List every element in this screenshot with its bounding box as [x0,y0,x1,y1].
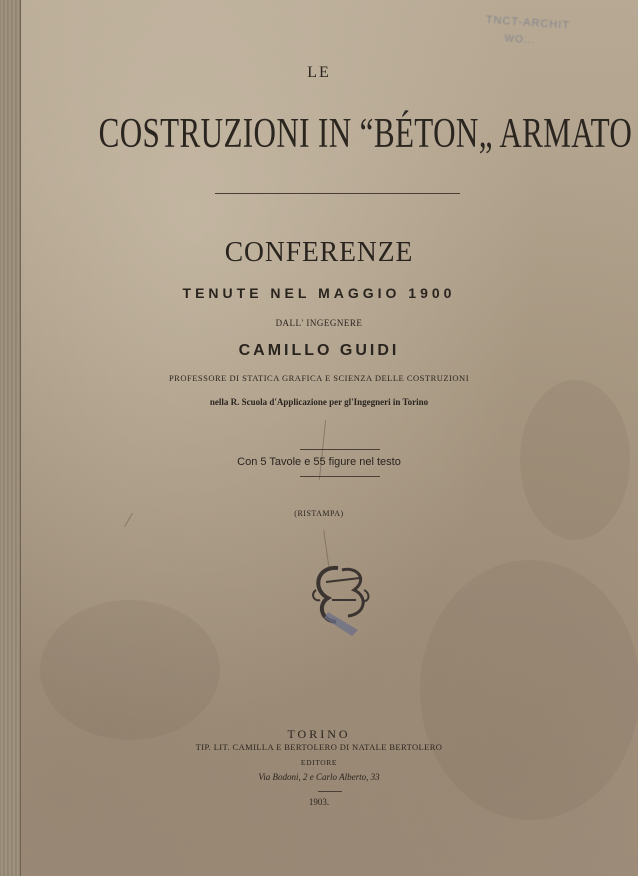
reprint-note: (RISTAMPA) [294,509,344,518]
held-date: TENUTE NEL MAGGIO 1900 [182,285,456,301]
stamp-text: TNCT-ARCHIT [485,13,571,32]
publisher-monogram-emblem-icon [308,560,374,640]
subtitle-conferenze: CONFERENZE [224,236,414,268]
stamp-text: WO... [504,33,536,47]
library-stamp [453,2,634,66]
by-line: DALL' INGEGNERE [275,318,363,328]
title-divider [215,193,460,194]
main-title: COSTRUZIONI IN “BÉTON„ ARMATO [98,111,633,157]
paper-crease [319,420,326,480]
short-divider [300,476,380,477]
title-article: LE [307,64,331,81]
imprint-role: EDITORE [300,758,338,767]
contents-note: Con 5 Tavole e 55 figure nel testo [237,456,401,468]
imprint-city: TORINO [287,727,351,741]
paper-stain [40,600,220,740]
short-divider [300,449,380,450]
imprint-divider [318,791,342,792]
author-position: PROFESSORE DI STATICA GRAFICA E SCIENZA DELLE COSTRUZIONI [168,373,470,383]
imprint-year: 1903. [308,797,330,807]
author-name: CAMILLO GUIDI [238,342,400,359]
imprint-address: Via Bodoni, 2 e Carlo Alberto, 33 [258,772,380,782]
author-school: nella R. Scuola d'Applicazione per gl'Ingegneri in Torino [209,397,429,407]
imprint-printer: TIP. LIT. CAMILLA E BERTOLERO DI NATALE BERTOLERO [195,742,443,752]
